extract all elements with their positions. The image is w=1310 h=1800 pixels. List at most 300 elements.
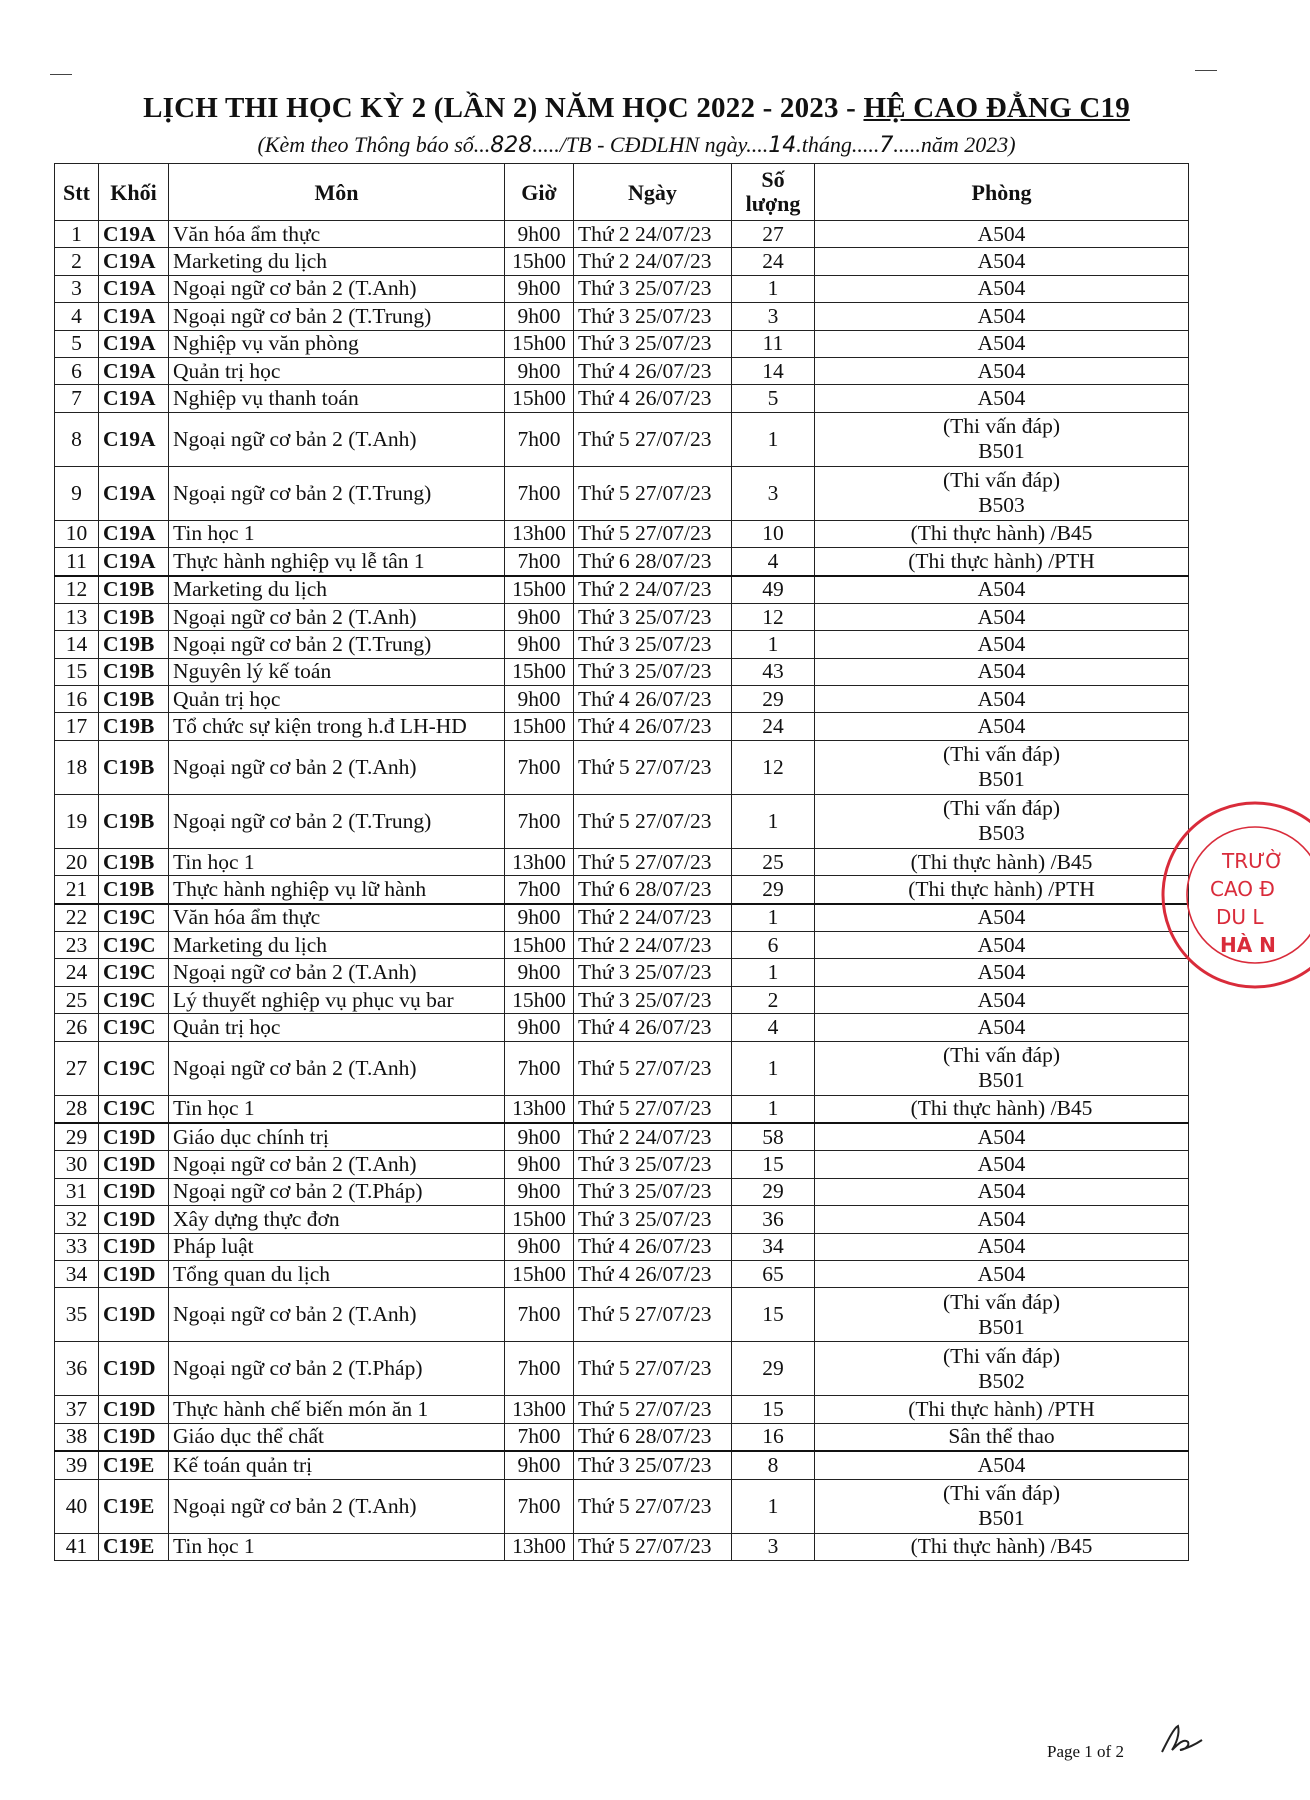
cell-mon: Ngoại ngữ cơ bản 2 (T.Trung)	[169, 466, 505, 520]
table-row	[55, 1014, 1189, 1041]
cell-phong	[815, 713, 1189, 740]
cell-mon: Ngoại ngữ cơ bản 2 (T.Trung)	[169, 303, 505, 330]
cell-phong-line1: A504	[977, 686, 1026, 711]
table-row	[55, 1423, 1189, 1451]
cell-ngay: Thứ 3 25/07/23	[574, 1206, 732, 1233]
cell-so-luong: 4	[732, 548, 815, 576]
cell-ngay: Thứ 6 28/07/23	[574, 876, 732, 904]
cell-so-luong: 1	[732, 412, 815, 466]
cell-stt: 35	[55, 1288, 99, 1342]
cell-gio: 15h00	[505, 713, 574, 740]
cell-stt: 17	[55, 713, 99, 740]
cell-khoi: C19E	[99, 1479, 169, 1533]
cell-phong	[815, 221, 1189, 248]
cell-phong	[815, 1533, 1189, 1560]
cell-phong-line1: A504	[977, 604, 1026, 629]
cell-phong-line1: A504	[977, 1452, 1026, 1477]
cell-ngay: Thứ 2 24/07/23	[574, 576, 732, 604]
cell-gio: 9h00	[505, 1123, 574, 1151]
header-so-luong-1: Số	[761, 167, 785, 192]
table-row	[55, 1123, 1189, 1151]
cell-mon: Tin học 1	[169, 1095, 505, 1123]
cell-stt: 23	[55, 932, 99, 959]
cell-khoi: C19A	[99, 303, 169, 330]
cell-ngay: Thứ 3 25/07/23	[574, 986, 732, 1013]
cell-gio: 9h00	[505, 1233, 574, 1260]
cell-ngay: Thứ 2 24/07/23	[574, 932, 732, 959]
cell-khoi: C19D	[99, 1206, 169, 1233]
cell-so-luong: 29	[732, 1178, 815, 1205]
table-row	[55, 1206, 1189, 1233]
cell-stt: 31	[55, 1178, 99, 1205]
cell-mon: Ngoại ngữ cơ bản 2 (T.Anh)	[169, 275, 505, 302]
cell-ngay: Thứ 2 24/07/23	[574, 248, 732, 275]
cell-mon: Ngoại ngữ cơ bản 2 (T.Anh)	[169, 603, 505, 630]
cell-phong-line1: (Thi thực hành) /B45	[910, 1534, 1093, 1559]
table-row	[55, 221, 1189, 248]
cell-so-luong: 15	[732, 1151, 815, 1178]
cell-so-luong: 1	[732, 959, 815, 986]
school-stamp	[1160, 780, 1310, 1010]
table-row	[55, 412, 1189, 466]
cell-phong	[815, 1260, 1189, 1287]
cell-phong-line1: A504	[977, 932, 1026, 957]
cell-mon: Nghiệp vụ thanh toán	[169, 385, 505, 412]
cell-phong	[815, 330, 1189, 357]
cell-stt: 32	[55, 1206, 99, 1233]
header-khoi: Khối	[99, 164, 169, 221]
cell-stt: 10	[55, 520, 99, 547]
cell-stt: 29	[55, 1123, 99, 1151]
cell-ngay: Thứ 2 24/07/23	[574, 221, 732, 248]
table-row	[55, 1178, 1189, 1205]
cell-phong-line2: B503	[978, 821, 1025, 846]
cell-gio: 7h00	[505, 740, 574, 794]
cell-ngay: Thứ 5 27/07/23	[574, 740, 732, 794]
cell-ngay: Thứ 6 28/07/23	[574, 548, 732, 576]
page-subtitle	[0, 132, 1273, 158]
cell-phong	[815, 848, 1189, 875]
cell-ngay: Thứ 3 25/07/23	[574, 658, 732, 685]
cell-phong-line1: A504	[977, 331, 1026, 356]
cell-khoi: C19B	[99, 848, 169, 875]
cell-khoi: C19A	[99, 221, 169, 248]
cell-mon: Tin học 1	[169, 1533, 505, 1560]
cell-gio: 9h00	[505, 1014, 574, 1041]
cell-stt: 27	[55, 1041, 99, 1095]
cell-so-luong: 43	[732, 658, 815, 685]
cell-khoi: C19A	[99, 248, 169, 275]
cell-ngay: Thứ 5 27/07/23	[574, 1342, 732, 1396]
header-mon: Môn	[169, 164, 505, 221]
cell-phong-line1: A504	[977, 631, 1026, 656]
cell-ngay: Thứ 5 27/07/23	[574, 1288, 732, 1342]
cell-phong-line1: A504	[977, 1152, 1026, 1177]
cell-stt: 18	[55, 740, 99, 794]
cell-phong-line1: A504	[977, 276, 1026, 301]
cell-phong	[815, 275, 1189, 302]
cell-gio: 7h00	[505, 1423, 574, 1451]
table-row	[55, 1451, 1189, 1479]
table-row	[55, 740, 1189, 794]
cell-khoi: C19B	[99, 740, 169, 794]
table-row	[55, 848, 1189, 875]
header-so-luong-2: lượng	[745, 191, 801, 216]
cell-khoi: C19A	[99, 466, 169, 520]
cell-phong	[815, 686, 1189, 713]
table-row	[55, 466, 1189, 520]
cell-ngay: Thứ 3 25/07/23	[574, 603, 732, 630]
cell-phong	[815, 303, 1189, 330]
table-row	[55, 275, 1189, 302]
cell-gio: 9h00	[505, 904, 574, 932]
table-row	[55, 932, 1189, 959]
cell-ngay: Thứ 3 25/07/23	[574, 275, 732, 302]
cell-gio: 9h00	[505, 1151, 574, 1178]
cell-mon: Kế toán quản trị	[169, 1451, 505, 1479]
cell-gio: 15h00	[505, 1206, 574, 1233]
table-row	[55, 520, 1189, 547]
stamp-line: CAO Đ	[1210, 877, 1275, 901]
cell-stt: 5	[55, 330, 99, 357]
cell-khoi: C19A	[99, 548, 169, 576]
cell-mon: Ngoại ngữ cơ bản 2 (T.Anh)	[169, 740, 505, 794]
cell-phong	[815, 932, 1189, 959]
table-row	[55, 904, 1189, 932]
cell-khoi: C19B	[99, 631, 169, 658]
cell-khoi: C19D	[99, 1288, 169, 1342]
cell-ngay: Thứ 5 27/07/23	[574, 1095, 732, 1123]
cell-khoi: C19A	[99, 412, 169, 466]
cell-ngay: Thứ 5 27/07/23	[574, 1533, 732, 1560]
cell-so-luong: 5	[732, 385, 815, 412]
cell-gio: 15h00	[505, 576, 574, 604]
cell-phong	[815, 1233, 1189, 1260]
cell-ngay: Thứ 4 26/07/23	[574, 1260, 732, 1287]
cell-phong-line2: B501	[978, 1506, 1025, 1530]
table-row	[55, 357, 1189, 384]
cell-phong	[815, 412, 1189, 466]
cell-mon: Tin học 1	[169, 520, 505, 547]
cell-phong-line1: (Thi vấn đáp)	[942, 796, 1060, 821]
cell-gio: 7h00	[505, 1288, 574, 1342]
cell-khoi: C19D	[99, 1233, 169, 1260]
cell-phong	[815, 1396, 1189, 1423]
cell-khoi: C19C	[99, 904, 169, 932]
cell-phong-line1: (Thi thực hành) /B45	[910, 1096, 1093, 1121]
subtitle-ngay: 14	[768, 133, 797, 158]
cell-mon: Marketing du lịch	[169, 248, 505, 275]
cell-mon: Ngoại ngữ cơ bản 2 (T.Anh)	[169, 1288, 505, 1342]
cell-gio: 9h00	[505, 303, 574, 330]
cell-khoi: C19B	[99, 713, 169, 740]
cell-phong	[815, 904, 1189, 932]
cell-stt: 11	[55, 548, 99, 576]
cell-khoi: C19D	[99, 1151, 169, 1178]
cell-khoi: C19A	[99, 357, 169, 384]
header-phong: Phòng	[815, 164, 1189, 221]
cell-khoi: C19D	[99, 1396, 169, 1423]
cell-stt: 38	[55, 1423, 99, 1451]
cell-phong	[815, 385, 1189, 412]
cell-phong	[815, 248, 1189, 275]
cell-stt: 39	[55, 1451, 99, 1479]
cell-stt: 8	[55, 412, 99, 466]
cell-phong-line1: A504	[977, 1179, 1026, 1204]
cell-so-luong: 1	[732, 275, 815, 302]
cell-gio: 15h00	[505, 248, 574, 275]
cell-phong-line1: A504	[977, 1206, 1026, 1231]
cell-phong	[815, 631, 1189, 658]
cell-phong	[815, 1423, 1189, 1451]
table-row	[55, 248, 1189, 275]
table-row	[55, 576, 1189, 604]
cell-so-luong: 1	[732, 904, 815, 932]
cell-so-luong: 10	[732, 520, 815, 547]
cell-phong-line2: B501	[978, 439, 1025, 464]
cell-phong-line1: A504	[977, 303, 1026, 328]
table-row	[55, 794, 1189, 848]
cell-mon: Tin học 1	[169, 848, 505, 875]
cell-phong-line1: (Thi vấn đáp)	[942, 1043, 1060, 1068]
subtitle-so: 828	[490, 133, 533, 158]
cell-mon: Quản trị học	[169, 686, 505, 713]
cell-phong	[815, 1123, 1189, 1151]
cell-mon: Quản trị học	[169, 1014, 505, 1041]
cell-mon: Lý thuyết nghiệp vụ phục vụ bar	[169, 986, 505, 1013]
cell-stt: 41	[55, 1533, 99, 1560]
cell-phong-line1: A504	[977, 1124, 1026, 1149]
cell-stt: 1	[55, 221, 99, 248]
cell-phong-line1: A504	[977, 577, 1026, 602]
cell-phong	[815, 1151, 1189, 1178]
cell-so-luong: 29	[732, 1342, 815, 1396]
cell-ngay: Thứ 4 26/07/23	[574, 713, 732, 740]
cell-so-luong: 29	[732, 876, 815, 904]
cell-mon: Tổng quan du lịch	[169, 1260, 505, 1287]
cell-so-luong: 12	[732, 740, 815, 794]
cell-phong	[815, 1206, 1189, 1233]
cell-phong-line1: A504	[977, 1261, 1026, 1286]
cell-phong-line1: (Thi thực hành) /PTH	[908, 876, 1095, 901]
cell-stt: 40	[55, 1479, 99, 1533]
table-row	[55, 1288, 1189, 1342]
cell-mon: Giáo dục thể chất	[169, 1423, 505, 1451]
cell-phong-line1: (Thi vấn đáp)	[942, 742, 1060, 767]
cell-phong-line1: A504	[977, 714, 1026, 739]
cell-gio: 13h00	[505, 520, 574, 547]
cell-phong-line1: A504	[977, 905, 1026, 930]
cell-phong	[815, 603, 1189, 630]
header-ngay: Ngày	[574, 164, 732, 221]
cell-phong-line1: (Thi thực hành) /PTH	[908, 548, 1095, 573]
cell-so-luong: 15	[732, 1396, 815, 1423]
cell-gio: 15h00	[505, 1260, 574, 1287]
cell-stt: 25	[55, 986, 99, 1013]
cell-phong	[815, 876, 1189, 904]
cell-mon: Văn hóa ẩm thực	[169, 221, 505, 248]
cell-gio: 9h00	[505, 686, 574, 713]
cell-phong	[815, 466, 1189, 520]
cell-gio: 7h00	[505, 1479, 574, 1533]
cell-stt: 12	[55, 576, 99, 604]
cell-so-luong: 29	[732, 686, 815, 713]
table-row	[55, 1533, 1189, 1560]
cell-khoi: C19E	[99, 1451, 169, 1479]
subtitle-mid1: ...../TB - CĐDLHN ngày....	[532, 132, 769, 157]
cell-phong-line1: A504	[977, 386, 1026, 411]
cell-so-luong: 3	[732, 466, 815, 520]
stamp-line: DU L	[1216, 905, 1264, 929]
cell-gio: 9h00	[505, 959, 574, 986]
cell-stt: 26	[55, 1014, 99, 1041]
table-row	[55, 713, 1189, 740]
cell-phong-line1: A504	[977, 987, 1026, 1012]
cell-khoi: C19A	[99, 520, 169, 547]
cell-gio: 15h00	[505, 658, 574, 685]
cell-mon: Văn hóa ẩm thực	[169, 904, 505, 932]
cell-so-luong: 1	[732, 794, 815, 848]
table-header-row	[55, 164, 1189, 221]
cell-khoi: C19C	[99, 959, 169, 986]
stamp-line: TRƯỜ	[1222, 849, 1284, 873]
cell-ngay: Thứ 3 25/07/23	[574, 303, 732, 330]
cell-ngay: Thứ 5 27/07/23	[574, 1396, 732, 1423]
page-title	[0, 92, 1273, 125]
cell-phong-line2: B501	[978, 767, 1025, 792]
cell-stt: 3	[55, 275, 99, 302]
table-row	[55, 330, 1189, 357]
cell-gio: 7h00	[505, 794, 574, 848]
cell-ngay: Thứ 4 26/07/23	[574, 1014, 732, 1041]
cell-so-luong: 2	[732, 986, 815, 1013]
cell-phong	[815, 1041, 1189, 1095]
cell-khoi: C19B	[99, 576, 169, 604]
cell-mon: Ngoại ngữ cơ bản 2 (T.Anh)	[169, 1151, 505, 1178]
cell-stt: 30	[55, 1151, 99, 1178]
cell-phong	[815, 986, 1189, 1013]
cell-so-luong: 1	[732, 1041, 815, 1095]
table-row	[55, 959, 1189, 986]
cell-khoi: C19B	[99, 876, 169, 904]
table-row	[55, 385, 1189, 412]
cell-phong-line1: Sân thể thao	[948, 1424, 1055, 1449]
cell-stt: 2	[55, 248, 99, 275]
cell-phong-line1: (Thi vấn đáp)	[942, 1343, 1060, 1368]
cell-so-luong: 36	[732, 1206, 815, 1233]
cell-phong	[815, 576, 1189, 604]
cell-stt: 13	[55, 603, 99, 630]
cell-khoi: C19B	[99, 794, 169, 848]
cell-ngay: Thứ 4 26/07/23	[574, 385, 732, 412]
cell-phong-line1: (Thi thực hành) /B45	[910, 849, 1093, 874]
table-row	[55, 1151, 1189, 1178]
cell-gio: 7h00	[505, 1041, 574, 1095]
cell-so-luong: 3	[732, 303, 815, 330]
title-main: LỊCH THI HỌC KỲ 2 (LẦN 2) NĂM HỌC 2022 - 2023 -	[143, 92, 864, 124]
table-row	[55, 1396, 1189, 1423]
cell-phong	[815, 959, 1189, 986]
cell-khoi: C19E	[99, 1533, 169, 1560]
cell-ngay: Thứ 6 28/07/23	[574, 1423, 732, 1451]
cell-gio: 7h00	[505, 548, 574, 576]
cell-gio: 9h00	[505, 1451, 574, 1479]
cell-ngay: Thứ 3 25/07/23	[574, 1151, 732, 1178]
cell-phong-line2: B501	[978, 1314, 1025, 1339]
header-stt: Stt	[55, 164, 99, 221]
table-row	[55, 686, 1189, 713]
cell-ngay: Thứ 3 25/07/23	[574, 631, 732, 658]
cell-phong-line1: A504	[977, 1234, 1026, 1259]
cell-so-luong: 3	[732, 1533, 815, 1560]
table-row	[55, 1095, 1189, 1123]
cell-mon: Ngoại ngữ cơ bản 2 (T.Pháp)	[169, 1342, 505, 1396]
cell-gio: 7h00	[505, 412, 574, 466]
cell-gio: 9h00	[505, 631, 574, 658]
cell-so-luong: 58	[732, 1123, 815, 1151]
table-body	[55, 221, 1189, 1561]
cell-ngay: Thứ 4 26/07/23	[574, 1233, 732, 1260]
subtitle-thang: 7	[879, 133, 894, 158]
page-number: Page 1 of 2	[1047, 1742, 1124, 1761]
table-row	[55, 1233, 1189, 1260]
cell-so-luong: 27	[732, 221, 815, 248]
cell-ngay: Thứ 4 26/07/23	[574, 686, 732, 713]
cell-phong-line2: B502	[978, 1368, 1025, 1393]
cell-khoi: C19D	[99, 1178, 169, 1205]
cell-mon: Ngoại ngữ cơ bản 2 (T.Anh)	[169, 1041, 505, 1095]
cell-phong	[815, 1451, 1189, 1479]
cell-phong-line1: (Thi vấn đáp)	[942, 414, 1060, 439]
cell-gio: 9h00	[505, 221, 574, 248]
cell-mon: Thực hành chế biến món ăn 1	[169, 1396, 505, 1423]
cell-khoi: C19A	[99, 330, 169, 357]
cell-stt: 6	[55, 357, 99, 384]
cell-so-luong: 65	[732, 1260, 815, 1287]
cell-so-luong: 34	[732, 1233, 815, 1260]
cell-gio: 13h00	[505, 1095, 574, 1123]
cell-phong	[815, 794, 1189, 848]
cell-phong-line2: B501	[978, 1068, 1025, 1093]
cell-gio: 13h00	[505, 848, 574, 875]
cell-khoi: C19B	[99, 603, 169, 630]
cell-khoi: C19D	[99, 1260, 169, 1287]
subtitle-suffix: .....năm 2023)	[893, 132, 1016, 157]
table-row	[55, 1479, 1189, 1533]
cell-phong	[815, 1479, 1189, 1533]
cell-so-luong: 24	[732, 713, 815, 740]
cell-so-luong: 24	[732, 248, 815, 275]
cell-phong-line1: A504	[977, 1014, 1026, 1039]
cell-gio: 15h00	[505, 932, 574, 959]
cell-mon: Ngoại ngữ cơ bản 2 (T.Trung)	[169, 794, 505, 848]
cell-mon: Nghiệp vụ văn phòng	[169, 330, 505, 357]
cell-ngay: Thứ 4 26/07/23	[574, 357, 732, 384]
cell-stt: 15	[55, 658, 99, 685]
table-row	[55, 986, 1189, 1013]
cell-so-luong: 25	[732, 848, 815, 875]
table-row	[55, 603, 1189, 630]
cell-stt: 37	[55, 1396, 99, 1423]
cell-gio: 7h00	[505, 1342, 574, 1396]
cell-phong-line1: A504	[977, 221, 1026, 246]
table-row	[55, 1342, 1189, 1396]
cell-gio: 7h00	[505, 466, 574, 520]
cell-khoi: C19D	[99, 1342, 169, 1396]
cell-mon: Marketing du lịch	[169, 932, 505, 959]
cell-gio: 13h00	[505, 1533, 574, 1560]
cell-phong-line1: (Thi thực hành) /PTH	[908, 1397, 1095, 1422]
